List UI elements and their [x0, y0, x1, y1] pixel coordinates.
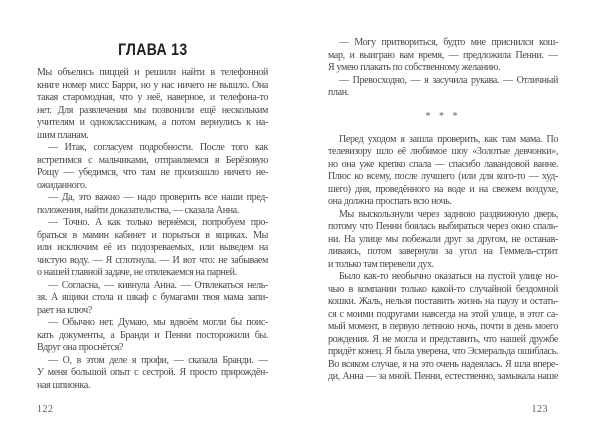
text-line: ожиданного. [37, 179, 87, 191]
text-line: кать документы, а Бранди и Пенни посторожили бы. [37, 329, 268, 341]
text-line: положения, найти доказательства, — сказала Анна. [37, 204, 239, 216]
text-line: Мы выскользнули через заднюю раздвижную дверь, [339, 208, 558, 220]
text-line: — Итак, согласуем подробности. После того как [48, 142, 268, 153]
text-line: такая старомодная, что у неё, наверное, и телефона-то [37, 92, 268, 103]
text-line: книге номер мисс Барри, но у нас ничего не вышло. Она [37, 79, 268, 91]
text-line: мый момент, в первую летнюю ночь, почти в день моего [328, 321, 558, 332]
text-line: или исключим её из подозреваемых, или выведем на [37, 242, 268, 253]
text-line: учителям и одноклассникам, а потом вернулись к на- [37, 117, 268, 128]
text-line: о нашей главной задаче, не отвлекаемся на парней. [37, 267, 237, 278]
paragraph [328, 37, 558, 75]
paragraph [37, 192, 268, 217]
left-page-body [37, 67, 268, 392]
chapter-heading [37, 35, 268, 59]
paragraph [328, 134, 558, 209]
text-line: ди, Анна — за мной. Пенни, естественно, замыкала наше [328, 371, 558, 382]
right-page-body-top [328, 37, 558, 100]
text-line: кошки. Жаль, нельзя поставить жизнь на паузу и остать- [328, 296, 558, 307]
right-page-body-bottom [328, 134, 558, 384]
text-line: — Согласна, — кивнула Анна. — Отвлекаться нель- [48, 279, 268, 291]
text-line: мар, и выиграю вам время, — предложила Пенни. — [328, 49, 558, 61]
text-line: ная шпионка. [37, 379, 91, 391]
text-line: план. [328, 87, 349, 98]
text-line: Рощу — убедимся, что там не произошло ничего не- [37, 167, 268, 178]
text-line: шим планам. [37, 129, 89, 141]
text-line: чью в компании только какой-то случайной бездомной [328, 283, 558, 295]
text-line: нет. Для развлечения мы позвонили ещё нескольким [37, 104, 268, 116]
paragraph [37, 280, 268, 318]
text-line: Я умею плакать по собственному желанию. [328, 62, 501, 73]
text-line: шего) дня, проведённого на воде и на свежем воздухе, [328, 183, 558, 195]
text-line: браться в мамин кабинет и порыться в ящиках. Мы [37, 229, 268, 241]
text-line: — Могу притвориться, будто мне приснился кош- [339, 37, 558, 48]
paragraph [37, 317, 268, 355]
text-line: встретимся с мальчиками, отправляемся в Берёзовую [37, 154, 268, 166]
text-line: — Превосходно, — я засучила рукава. — Отличный [339, 74, 558, 86]
text-line: Плюс ко всему, после лучшего (или для кого-то — худ- [328, 171, 558, 182]
text-line: потому что Пенни боялась выбираться через окно спаль- [328, 221, 558, 232]
text-line: Вдруг она проснётся? [37, 342, 124, 353]
text-line: Мы объелись пиццей и решили найти в телефонной [37, 67, 268, 78]
page-number-right: 123 [531, 404, 548, 415]
paragraph [37, 217, 268, 280]
chapter-heading-text: ГЛАВА 13 [117, 41, 188, 59]
paragraph [328, 75, 558, 100]
text-line: она должна проспать всю ночь. [328, 196, 452, 207]
text-line: — Обычно нет. Думаю, мы вдвоём могли бы поис- [48, 317, 268, 328]
text-line: рает на ключ? [37, 304, 92, 316]
paragraph [37, 355, 268, 393]
text-line: телевизору шло её любимое шоу «Золотые девчонки», [328, 146, 558, 157]
paragraph [37, 67, 268, 142]
text-line: рождения. Я не могла и представить, что нашей дружбе [328, 333, 558, 345]
text-line: ни. На улице мы побежали друг за другом, не останав- [328, 233, 558, 245]
text-line: но она уже крепко спала — спасибо лавандовой ванне. [328, 158, 558, 170]
paragraph [37, 142, 268, 192]
text-line: Было как-то необычно оказаться на пустой улице но- [339, 271, 558, 282]
section-break: * * * [425, 110, 461, 122]
text-line: ливаясь, потом завернули за угол на Геммель-стрит [328, 246, 558, 257]
text-line: Перед уходом я зашла проверить, как там мама. По [339, 133, 558, 145]
paragraph [328, 271, 558, 384]
text-line: У меня большой опыт с сестрой. Я просто прирождён- [37, 367, 268, 378]
text-line: — Да, это важно — надо проверить все наши пред- [48, 192, 268, 203]
text-line: — О, в этом деле я профи, — сказала Бранди. — [48, 354, 268, 366]
text-line: Во всяком случае, я на это очень надеялась. Я шла впере- [328, 358, 558, 370]
right-page [328, 0, 558, 384]
text-line: чистую воду. — Я сглотнула. — И вот что: не забываем [37, 254, 268, 266]
text-line: придёт конец. Я была уверена, что Эсмеральда ошиблась. [328, 346, 558, 357]
text-line: — Точно. А как только вернёмся, попробуем про- [48, 217, 268, 228]
text-line: зя. А ящики стола и шкаф с бумагами твоя мама запи- [37, 292, 268, 303]
text-line: и только там перевели дух. [328, 258, 434, 270]
paragraph [328, 209, 558, 272]
left-page [37, 0, 268, 392]
page-number-left: 122 [37, 404, 54, 415]
text-line: ся с моими подругами навсегда на этой улице, в этот са- [328, 308, 558, 320]
